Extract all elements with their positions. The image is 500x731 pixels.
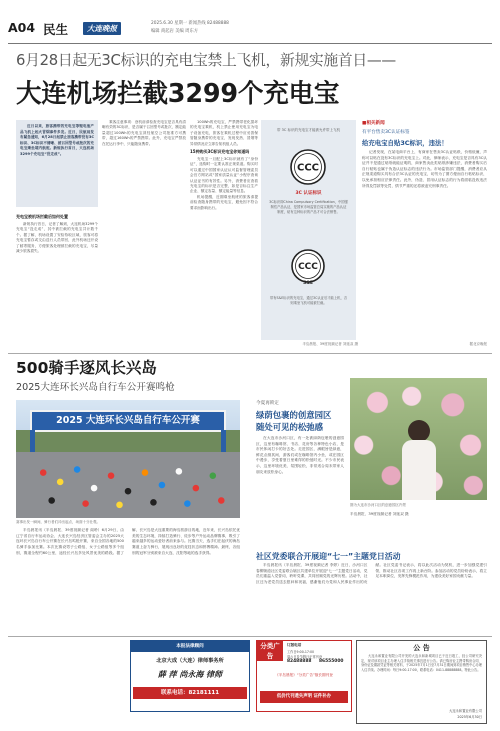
sidebar-tag: ■相关新闻 (362, 121, 385, 126)
garden-photo-caption: 图为大连市沙河口区的创意园区内景 (350, 503, 406, 507)
story-col1-text (16, 222, 98, 254)
se-label: S&E (303, 281, 313, 286)
classifieds-line3: 《半岛晨报》“分类广告”版长期刊登 (275, 673, 333, 677)
section-name: 民生 (43, 22, 69, 37)
sidebar-subtitle: 有平台售卖3C认证标签 (362, 130, 410, 135)
notice-date: 2025年6月30日 (457, 715, 482, 719)
story-subheading-2: 15种购买3C标识充电宝你知道吗 (190, 149, 250, 155)
law-firm-name: 北京大成（大连）律师事务所 (156, 658, 224, 664)
public-notice (356, 640, 487, 724)
top-story-byline: 半岛晨报、39度视频记者 刘延双 摄 (302, 342, 358, 346)
community-paragraph: 半岛晨报讯（半岛晨报、39度视频记者 李婷）近日，沙河口区春柳街道社区党委联合辖区共建单位开展迎“七一”主题党日活动，党员们重温入党誓词，聆听党课，共同回顾党的光辉历程。活动中，社区还为老党员送去慰问和祝福，感谢他们为党和人民事业作出的贡献。社区党委书记表示，将以此次活动为契机，进一步加强党建引领，推动社区各项工作再上新台阶。参加活动的党员纷纷表示，将立足本职岗位，发挥先锋模范作用，为建设美好家园贡献力量。 (256, 563, 487, 584)
svg-text:CCC: CCC (296, 162, 320, 174)
story-subheading-1: 充电宝被机场拦截后如何处置 (16, 214, 68, 219)
top-story-headline: 大连机场拦截3299个充电宝 (16, 79, 340, 109)
infobox-caption: 带 3C 标识的充电宝才能被允许带上飞机 (277, 128, 340, 132)
cycling-photo (16, 400, 240, 518)
header-rule (8, 43, 492, 44)
story-column-3 (190, 120, 258, 345)
story-paragraph-3: 100Wh的充电宝，严禁携带老化损坏的充电宝乘机，机上禁止使用充电宝为电子设备充电，旅客在乘机过程中应妥善保管随身携带的充电宝，发现发热、冒烟等异常情况应立即告知机组人员。 (190, 120, 258, 146)
garden-byline-text: 半岛晨报、39度视频记者 刘延双 摄 (350, 512, 409, 516)
story-column-1 (16, 214, 98, 344)
notice-signer: 大连永和置业有限公司 (449, 709, 482, 713)
story-paragraph-1: 新规执行首日，记者了解到，大连机场3299个充电宝“没走成”，其中被拦截的充电宝共计数千个。据了解，机场设置了安检待取区域，旅客可将充电宝暂存或交由送行人员带回，此外机场还开设了邮寄服务，方便旅客处理被拦截的充电宝，尽量减少旅客损失。 (16, 222, 98, 254)
classifieds-phone2: 86555000 (319, 659, 344, 664)
community-headline: 社区党委联合开展迎“七一”主题党日活动 (256, 552, 401, 561)
sidebar-body (362, 150, 487, 338)
story-col3-text (190, 120, 258, 147)
garden-headline-2: 随处可见的松弛感 (256, 422, 323, 432)
notice-title: 公 告 (413, 644, 430, 652)
race-banner (30, 410, 226, 432)
svg-text:CCC: CCC (298, 262, 318, 272)
garden-visitor (408, 420, 430, 442)
section-rule (8, 353, 492, 354)
page-number: A04 (8, 20, 36, 35)
legal-ad-header: 本报法律顾问 (131, 641, 249, 652)
garden-kicker: 今夏再锁定 (256, 401, 279, 406)
story-paragraph-4: 充电宝一旦配上3C标识就有了“身份证”，选购时一定要认准正规渠道。购买时可以通过中国国家认证认可监督管理委员会官方网站或“国家质量认证”小程序查询认证证书的有效性。另外，消费者应查看充电宝的标识是否完整，如是否标注生产企业、额定容量、额定能量等信息。 (190, 157, 258, 194)
legal-ad-phone: 联系电话：82181111 (133, 687, 247, 699)
cycling-paragraph: 半岛晨报讯（半岛晨报、39度视频记者 阎聆）6月29日，由辽宁省自行车运动协会、大连长兴岛经济区管委会主办的2025大连环长兴岛自行车公开赛在长兴岛鸣枪开赛，来自全国各地的500名骑手参加比赛。本次比赛设男子公路组、女子公路组等多个组别，赛道全程约60公里，途经长兴岛多处风景优美的路段。据了解，长兴岛是大连重要的海岛旅游目的地，近年来，长兴岛依托优美的生态环境，持续打造骑行、徒步等户外运动品牌赛事，吸引了越来越多的运动爱好者前来参与。比赛当天，选手们在起伏的海岛赛道上奋力骑行，展现出良好的竞技状态和拼搏精神。最终，各组别的冠军分别被来自大连、沈阳等地的选手获得。 (16, 528, 240, 555)
legal-ad-box (130, 640, 250, 712)
paper-logo: 大连晚报 (83, 22, 121, 35)
sidebar-paragraph: 记者发现，在某电商平台上，有商家在售卖3C认证贴纸，价格低廉，声称可以贴在没有3C标识的充电宝上。对此，律师表示，充电宝是否具有3C认证并不是通过贴纸就能证明的，商家售卖此类贴纸涉嫌违法，消费者购买后自行粘贴也属于伪造认证标志的违法行为。市场监管部门提醒，消费者应从正规渠道购买具有合法3C认证的充电宝，切勿为了图方便而自行粘贴标识，以免承担相应法律责任。此外，伪造、冒用认证标志的行为将面临没收违法所得及罚款等处罚，情节严重的还将被追究刑事责任。 (362, 150, 487, 188)
lead-text: 近日以来，旅客携带的充电宝等锂电池产品飞机上起火冒烟事件多发。近日，民航局发布紧急通知，6月28日起禁止旅客携带没有3C标识、3C标识不清晰、被召回型号或批次的充电宝乘坐境内航班。新规执行首日，大连机场3299个充电宝“没走成”。 (20, 124, 94, 156)
lead-box (16, 120, 98, 207)
classifieds-box (256, 640, 352, 712)
lawyer-names: 薛 萍 尚永海 律师 (157, 669, 223, 679)
se-description: 带有S&E标识的充电宝，通过3C认证后才能上机，否则乘坐飞机可能被拦截。 (269, 296, 348, 305)
cycling-headline: 500骑手逐风长兴岛 (16, 359, 157, 377)
page-header (8, 16, 492, 42)
notice-paragraph: 大连永和置业有限公司开发的大连永和新城项目已于近日竣工，经公司研究决定，现对该项目业主办理入住手续相关事宜进行公告。请已购房业主携带购房合同、身份证及缴款凭证等相关材料，于2025年7月1日至7月31日期间到项目销售中心办理入住手续。办理时间：每日9:00-17:00，联系电话：0411-88888888。特此公告。 (361, 654, 482, 672)
sidebar-byline: 据北京晚报 (469, 342, 487, 346)
ccc-logo-icon (289, 148, 327, 186)
bottom-rule (8, 636, 492, 637)
classifieds-title: 分类广告 (257, 641, 283, 661)
classifieds-line4: 低价代刊遗失声明 证件补办 (260, 691, 348, 703)
classifieds-line2: 周六日及节假日正常刊登 (287, 655, 323, 659)
garden-paragraph: 在大连市沙河口区，有一处被绿荫包裹的创意园区，这里有咖啡馆、书店、花房等各种特色小店，是市民休闲打卡的好去处。走进园区，满眼皆是绿意，鲜花点缀其间，游客们或在咖啡馆内小坐，或在园区中漫步，享受着夏日里难得的松弛时光。不少市民表示，这里环境优美、氛围轻松，非常适合周末带家人朋友来放松身心。 (256, 436, 344, 474)
garden-photo (350, 378, 487, 500)
notice-body (361, 654, 482, 706)
date-line: 2025.6.30 星期一 新闻热线 82488888 (151, 21, 229, 26)
garden-headline-1: 绿荫包裹的创意园区 (256, 410, 332, 420)
ccc-se-logo-icon (289, 248, 327, 290)
story-column-2 (102, 120, 186, 345)
story-col3b-text (190, 157, 258, 211)
story-paragraph-5: 机场提醒，近期乘坐航班的旅客请提前检查随身携带的充电宝，避免因不符合要求而影响出行。 (190, 194, 258, 210)
top-story-kicker: 6月28日起无3C标识的充电宝禁上飞机，新规实施首日—— (16, 52, 396, 69)
garden-byline (350, 512, 487, 548)
story-col2-text (102, 120, 186, 147)
ccc-description: 3C标识即China Compulsory Certification，中国强制性产品认证，是国家市场监管总局实施的产品认证制度，贴有这种标识的产品才可合法销售。 (269, 200, 348, 214)
classifieds-line1: 工作日9:00-17:00 (287, 650, 315, 654)
race-banner-text: 2025 大连环长兴岛自行车公开赛 (56, 415, 200, 426)
garden-body (256, 436, 344, 546)
classifieds-phone1: 82488888 (287, 659, 312, 664)
sidebar-title: 给充电宝自贴3C标识，违法！ (362, 139, 448, 147)
cycling-subhead: 2025大连环长兴岛自行车公开赛鸣枪 (16, 382, 175, 393)
classifieds-tel-label: 订版电话 (287, 643, 302, 647)
community-body (256, 563, 487, 633)
infobox-3c (261, 120, 356, 340)
riders-crowd (22, 454, 234, 516)
ccc-label: 3C 认证标识 (295, 191, 322, 196)
story-paragraph-2: 乘客注意事项：登机前请检查充电宝是否具有清晰有效的3C标识，是否属于召回型号或批次，额定能量超过100Wh的充电宝须经航空公司批准方可携带，超过160Wh的严禁携带。此外，充电宝严禁放在托运行李中，只能随身携带。 (102, 120, 186, 146)
related-news-sidebar (362, 120, 487, 350)
cycling-photo-caption: 赛事出发一瞬间，骑行者们冲出起点，场面十分壮观。 (16, 520, 100, 524)
editor-line: 编辑 商起岩 美编 周东方 (151, 29, 199, 34)
